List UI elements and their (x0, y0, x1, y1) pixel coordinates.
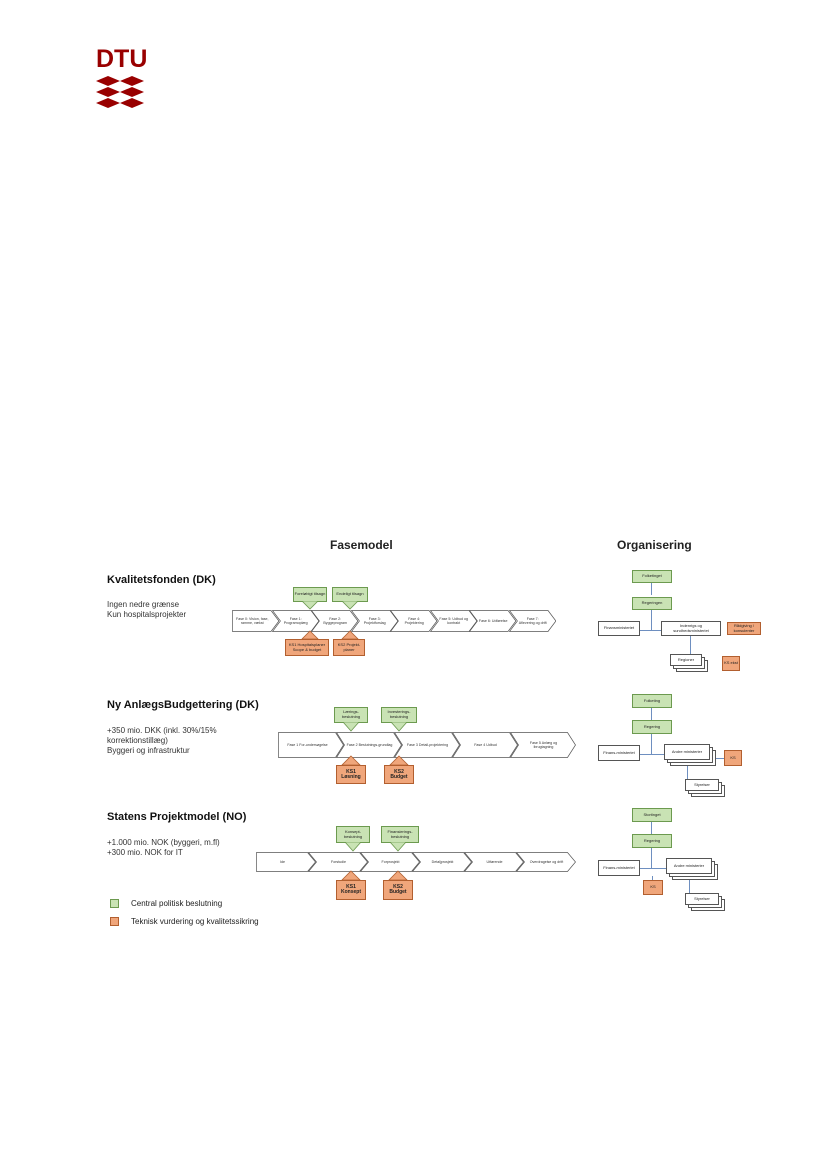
qa-box: KS1 Konsept (336, 880, 366, 900)
phase-row (278, 732, 568, 758)
phase-label: Fase 2 Beslutnings-grundlag (346, 742, 393, 747)
qa-box: KS1 Løsning (336, 765, 366, 784)
org-arrow (651, 822, 652, 834)
phase-label: Utførende (486, 859, 503, 864)
decision-box: Foreløbigt tilsagn (293, 587, 327, 602)
org-parliament: Folketing (632, 694, 672, 708)
decision-arrows (336, 842, 422, 854)
qa-box: KS2 Projekt-planer (333, 639, 365, 656)
phase-label: Fase 7: Aflevering og drift (518, 616, 547, 625)
org-arrow (651, 610, 652, 630)
phase-chevron (464, 852, 524, 872)
phase-label: Overdragelse og drift (529, 859, 564, 864)
org-ministry: Andre ministerier (666, 858, 712, 874)
org-arrow (640, 630, 661, 631)
section-description: +350 mio. DKK (inkl. 30%/15% korrektionstillæg) Byggeri og infrastruktur (107, 726, 217, 755)
org-arrow (689, 880, 690, 893)
phase-chevron (360, 852, 420, 872)
qa-box: KS2 Budget (384, 765, 414, 784)
org-government: Regering (632, 834, 672, 848)
phase-label: Fase 4 Udbud (474, 742, 497, 747)
legend-label: Teknisk vurdering og kvalitetssikring (131, 917, 259, 926)
section-title: Statens Projektmodel (NO) (107, 811, 247, 823)
phase-chevron (509, 610, 556, 632)
legend-swatch-orange (110, 917, 119, 926)
org-arrow (651, 583, 652, 595)
phase-row (256, 852, 568, 872)
org-government: Regeringen (632, 597, 672, 610)
org-regions: Regioner (670, 654, 702, 666)
org-parliament: Folketinget (632, 570, 672, 583)
legend-swatch-green (110, 899, 119, 908)
phase-label: Fase 0: Vision, fase, ramme, vækst (236, 616, 269, 625)
phase-chevron (452, 732, 518, 758)
phase-chevron (516, 852, 576, 872)
phase-label: Fase 5 Anlæg og ibrugtagning (529, 740, 558, 749)
decision-box: Finansierings-beslutning (381, 826, 419, 843)
phase-chevron (308, 852, 368, 872)
logo-text: DTU (96, 45, 148, 73)
section-description: Ingen nedre grænse Kun hospitalsprojekter (107, 600, 187, 619)
org-arrow (651, 734, 652, 754)
decision-box: Lærings-beslutning (334, 707, 368, 723)
phase-label: Fase 1: Programoplæg (283, 616, 308, 625)
org-ks: KS (643, 880, 663, 895)
phase-label: Fase 3: Projektforslag (363, 616, 386, 625)
org-agencies: Styrelser (685, 893, 719, 905)
phase-chevron (256, 852, 316, 872)
org-finance: Finans-ministeriet (598, 860, 640, 876)
phase-label: Forprosjekt (381, 859, 400, 864)
decision-arrows (293, 601, 373, 613)
logo-wave-icon (96, 76, 144, 114)
decision-box: Endeligt tilsagn (332, 587, 368, 602)
decision-box: Investerings-beslutning (381, 707, 417, 723)
org-agencies: Styrelser (685, 779, 719, 791)
org-arrow (687, 766, 688, 779)
legend-label: Central politisk beslutning (131, 899, 223, 908)
org-arrow (640, 868, 666, 869)
org-government: Regering (632, 720, 672, 734)
decision-box: Konsept-beslutning (336, 826, 370, 843)
section-title: Ny AnlægsBudgettering (DK) (107, 699, 259, 711)
org-arrow (716, 758, 724, 759)
phase-label: Fase 5: Udbud og kontrakt (439, 616, 468, 625)
org-finance: Finans-ministeriet (598, 745, 640, 761)
phase-chevron (510, 732, 576, 758)
phase-label: Fase 2: Byggeprogram (323, 616, 347, 625)
org-arrow (651, 848, 652, 868)
org-arrow (651, 708, 652, 720)
qa-box: KS1 Hospitalsplaner Scope & budget (285, 639, 329, 656)
org-ks: KS ekst (722, 656, 740, 671)
qa-box: KS2 Budget (383, 880, 413, 900)
phase-label: Detaljprosjekt (431, 859, 454, 864)
org-arrow (690, 636, 691, 654)
decision-arrows (334, 722, 420, 734)
org-consultants: Rådgiving / konsulenter (727, 622, 761, 635)
org-ministry: Andre ministerier (664, 744, 710, 760)
organisering-header: Organisering (617, 538, 692, 552)
phase-row (232, 610, 548, 632)
org-finance: Finansministeriet (598, 621, 640, 636)
dtu-logo (96, 45, 148, 114)
section-description: +1.000 mio. NOK (byggeri, m.fl) +300 mio. NOK for IT (107, 838, 220, 857)
phase-label: Fase 3 Detail-projektering (406, 742, 449, 747)
phase-label: Ide (280, 859, 285, 864)
section-title: Kvalitetsfonden (DK) (107, 574, 216, 586)
phase-chevron (412, 852, 472, 872)
phase-label: Forstudie (331, 859, 346, 864)
org-ks: KS (724, 750, 742, 766)
phase-label: Fase 6: Udførelse (478, 618, 508, 623)
fasemodel-header: Fasemodel (330, 538, 393, 552)
org-ministry: Indenrigs og sundhedsministeriet (661, 621, 721, 636)
phase-label: Fase 4: Projektering (404, 616, 424, 625)
org-parliament: Stortinget (632, 808, 672, 822)
org-arrow (640, 754, 664, 755)
phase-label: Fase 1 For-undersøgelse (287, 742, 328, 747)
